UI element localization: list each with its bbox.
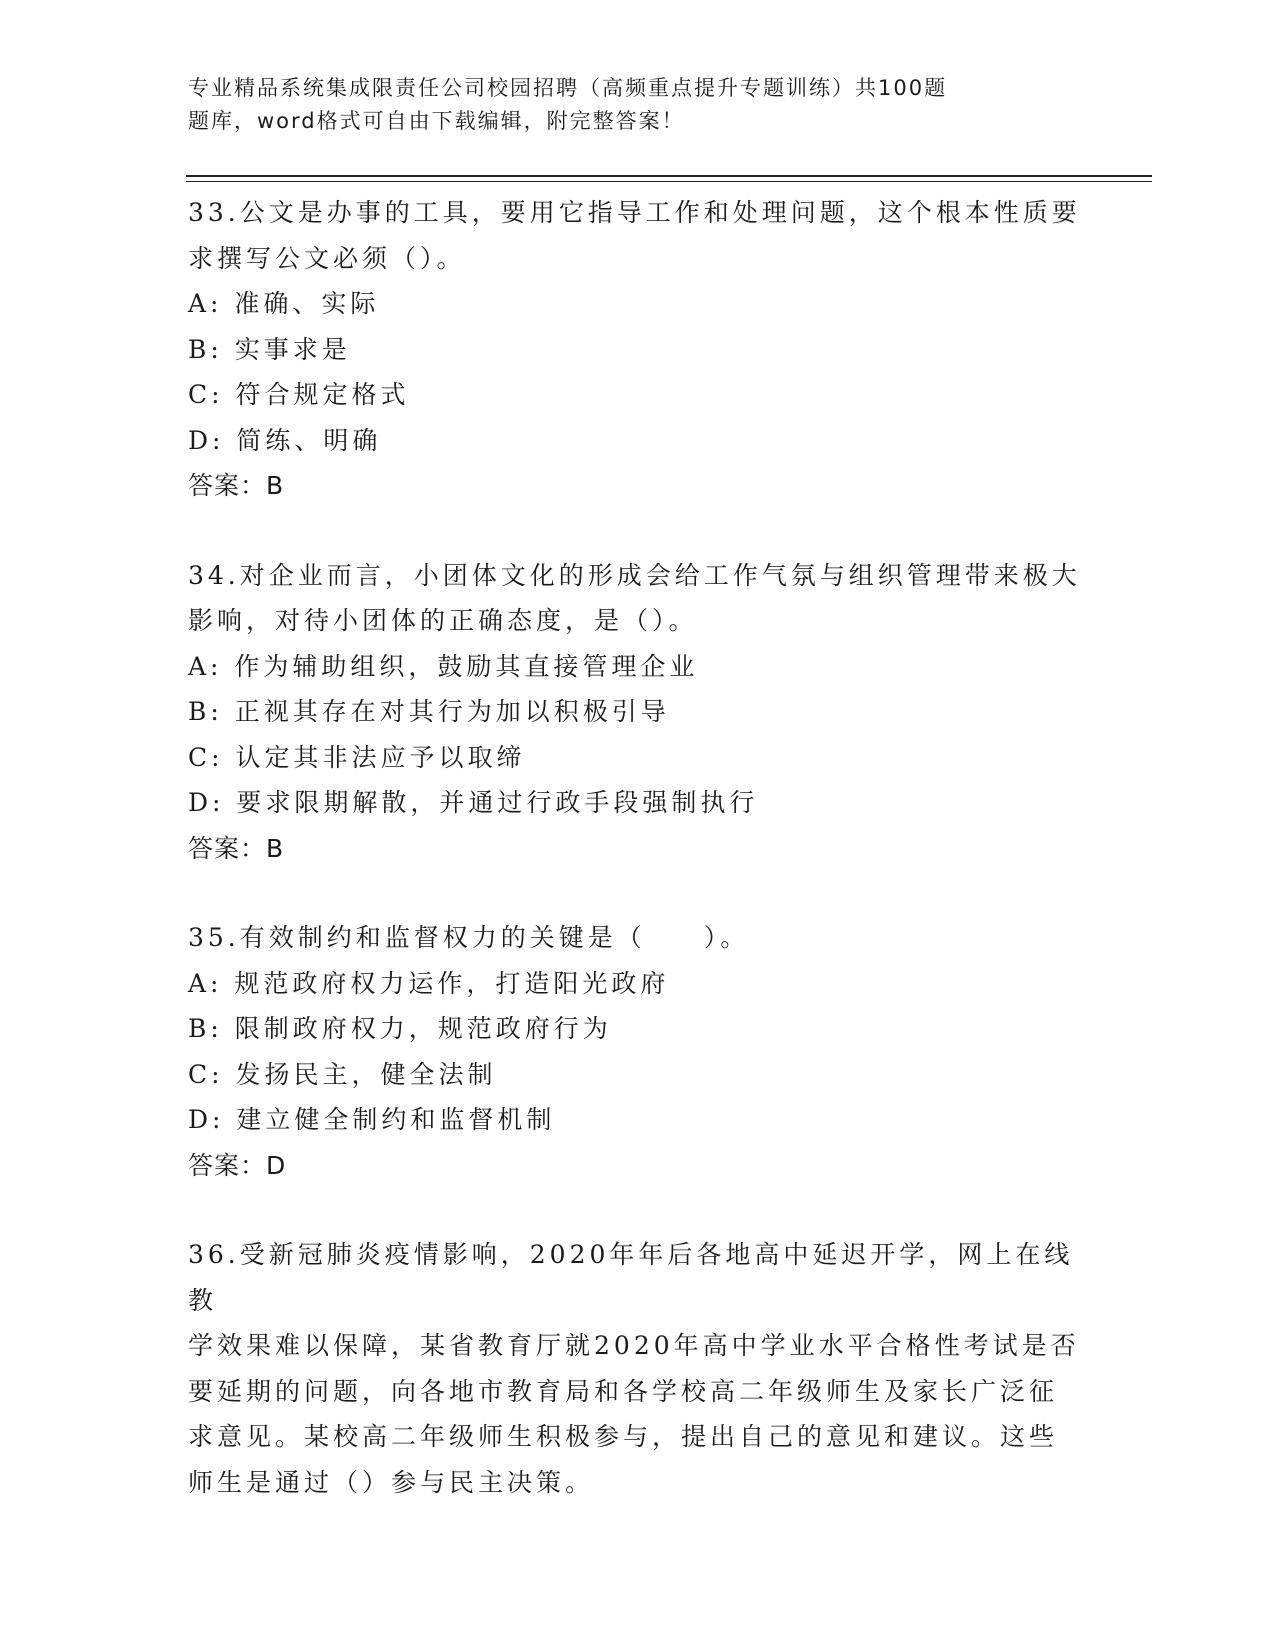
option-d: D: 要求限期解散，并通过行政手段强制执行	[188, 788, 759, 817]
option-b: B: 正视其存在对其行为加以积极引导	[188, 697, 670, 726]
option-a: A: 准确、实际	[188, 289, 380, 318]
answer: 答案：D	[188, 1150, 287, 1180]
question-line: 学效果难以保障，某省教育厅就2020年高中学业水平合格性考试是否	[188, 1331, 1080, 1360]
option-a: A: 规范政府权力运作，打造阳光政府	[188, 968, 670, 998]
question-33	[188, 190, 1088, 509]
option-d: D: 简练、明确	[188, 425, 382, 455]
option-a: A: 作为辅助组织，鼓励其直接管理企业	[188, 651, 699, 681]
question-36	[188, 1232, 1088, 1505]
document-header	[188, 72, 1088, 138]
question-line: 师生是通过（）参与民主决策。	[188, 1467, 595, 1497]
option-c: C: 符合规定格式	[188, 380, 410, 409]
question-line: 36.受新冠肺炎疫情影响，2020年年后各地高中延迟开学，网上在线教	[188, 1240, 1074, 1315]
question-line: 要延期的问题，向各地市教育局和各学校高二年级师生及家长广泛征	[188, 1376, 1059, 1406]
answer: 答案：B	[188, 833, 285, 863]
question-34	[188, 553, 1088, 872]
question-line: 求意见。某校高二年级师生积极参与，提出自己的意见和建议。这些	[188, 1422, 1059, 1451]
option-b: B: 实事求是	[188, 334, 351, 364]
question-list	[188, 190, 1088, 1549]
question-line: 影响，对待小团体的正确态度，是（）。	[188, 606, 698, 635]
header-rule-thin	[186, 181, 1152, 182]
option-d: D: 建立健全制约和监督机制	[188, 1105, 556, 1134]
option-c: C: 发扬民主，健全法制	[188, 1059, 497, 1089]
header-line-1: 专业精品系统集成限责任公司校园招聘（高频重点提升专题训练）共100题	[188, 76, 948, 100]
question-line: 34.对企业而言，小团体文化的形成会给工作气氛与组织管理带来极大	[188, 560, 1081, 590]
question-35	[188, 915, 1088, 1188]
question-line: 33.公文是办事的工具，要用它指导工作和处理问题，这个根本性质要	[188, 198, 1081, 227]
option-c: C: 认定其非法应予以取缔	[188, 742, 526, 772]
question-line: 35.有效制约和监督权力的关键是（ ）。	[188, 923, 750, 952]
answer: 答案：B	[188, 471, 285, 500]
header-line-2: 题库，word格式可自由下载编辑，附完整答案！	[188, 109, 685, 133]
question-line: 求撰写公文必须（）。	[188, 243, 466, 273]
header-rule-thick	[186, 175, 1152, 177]
option-b: B: 限制政府权力，规范政府行为	[188, 1014, 612, 1043]
